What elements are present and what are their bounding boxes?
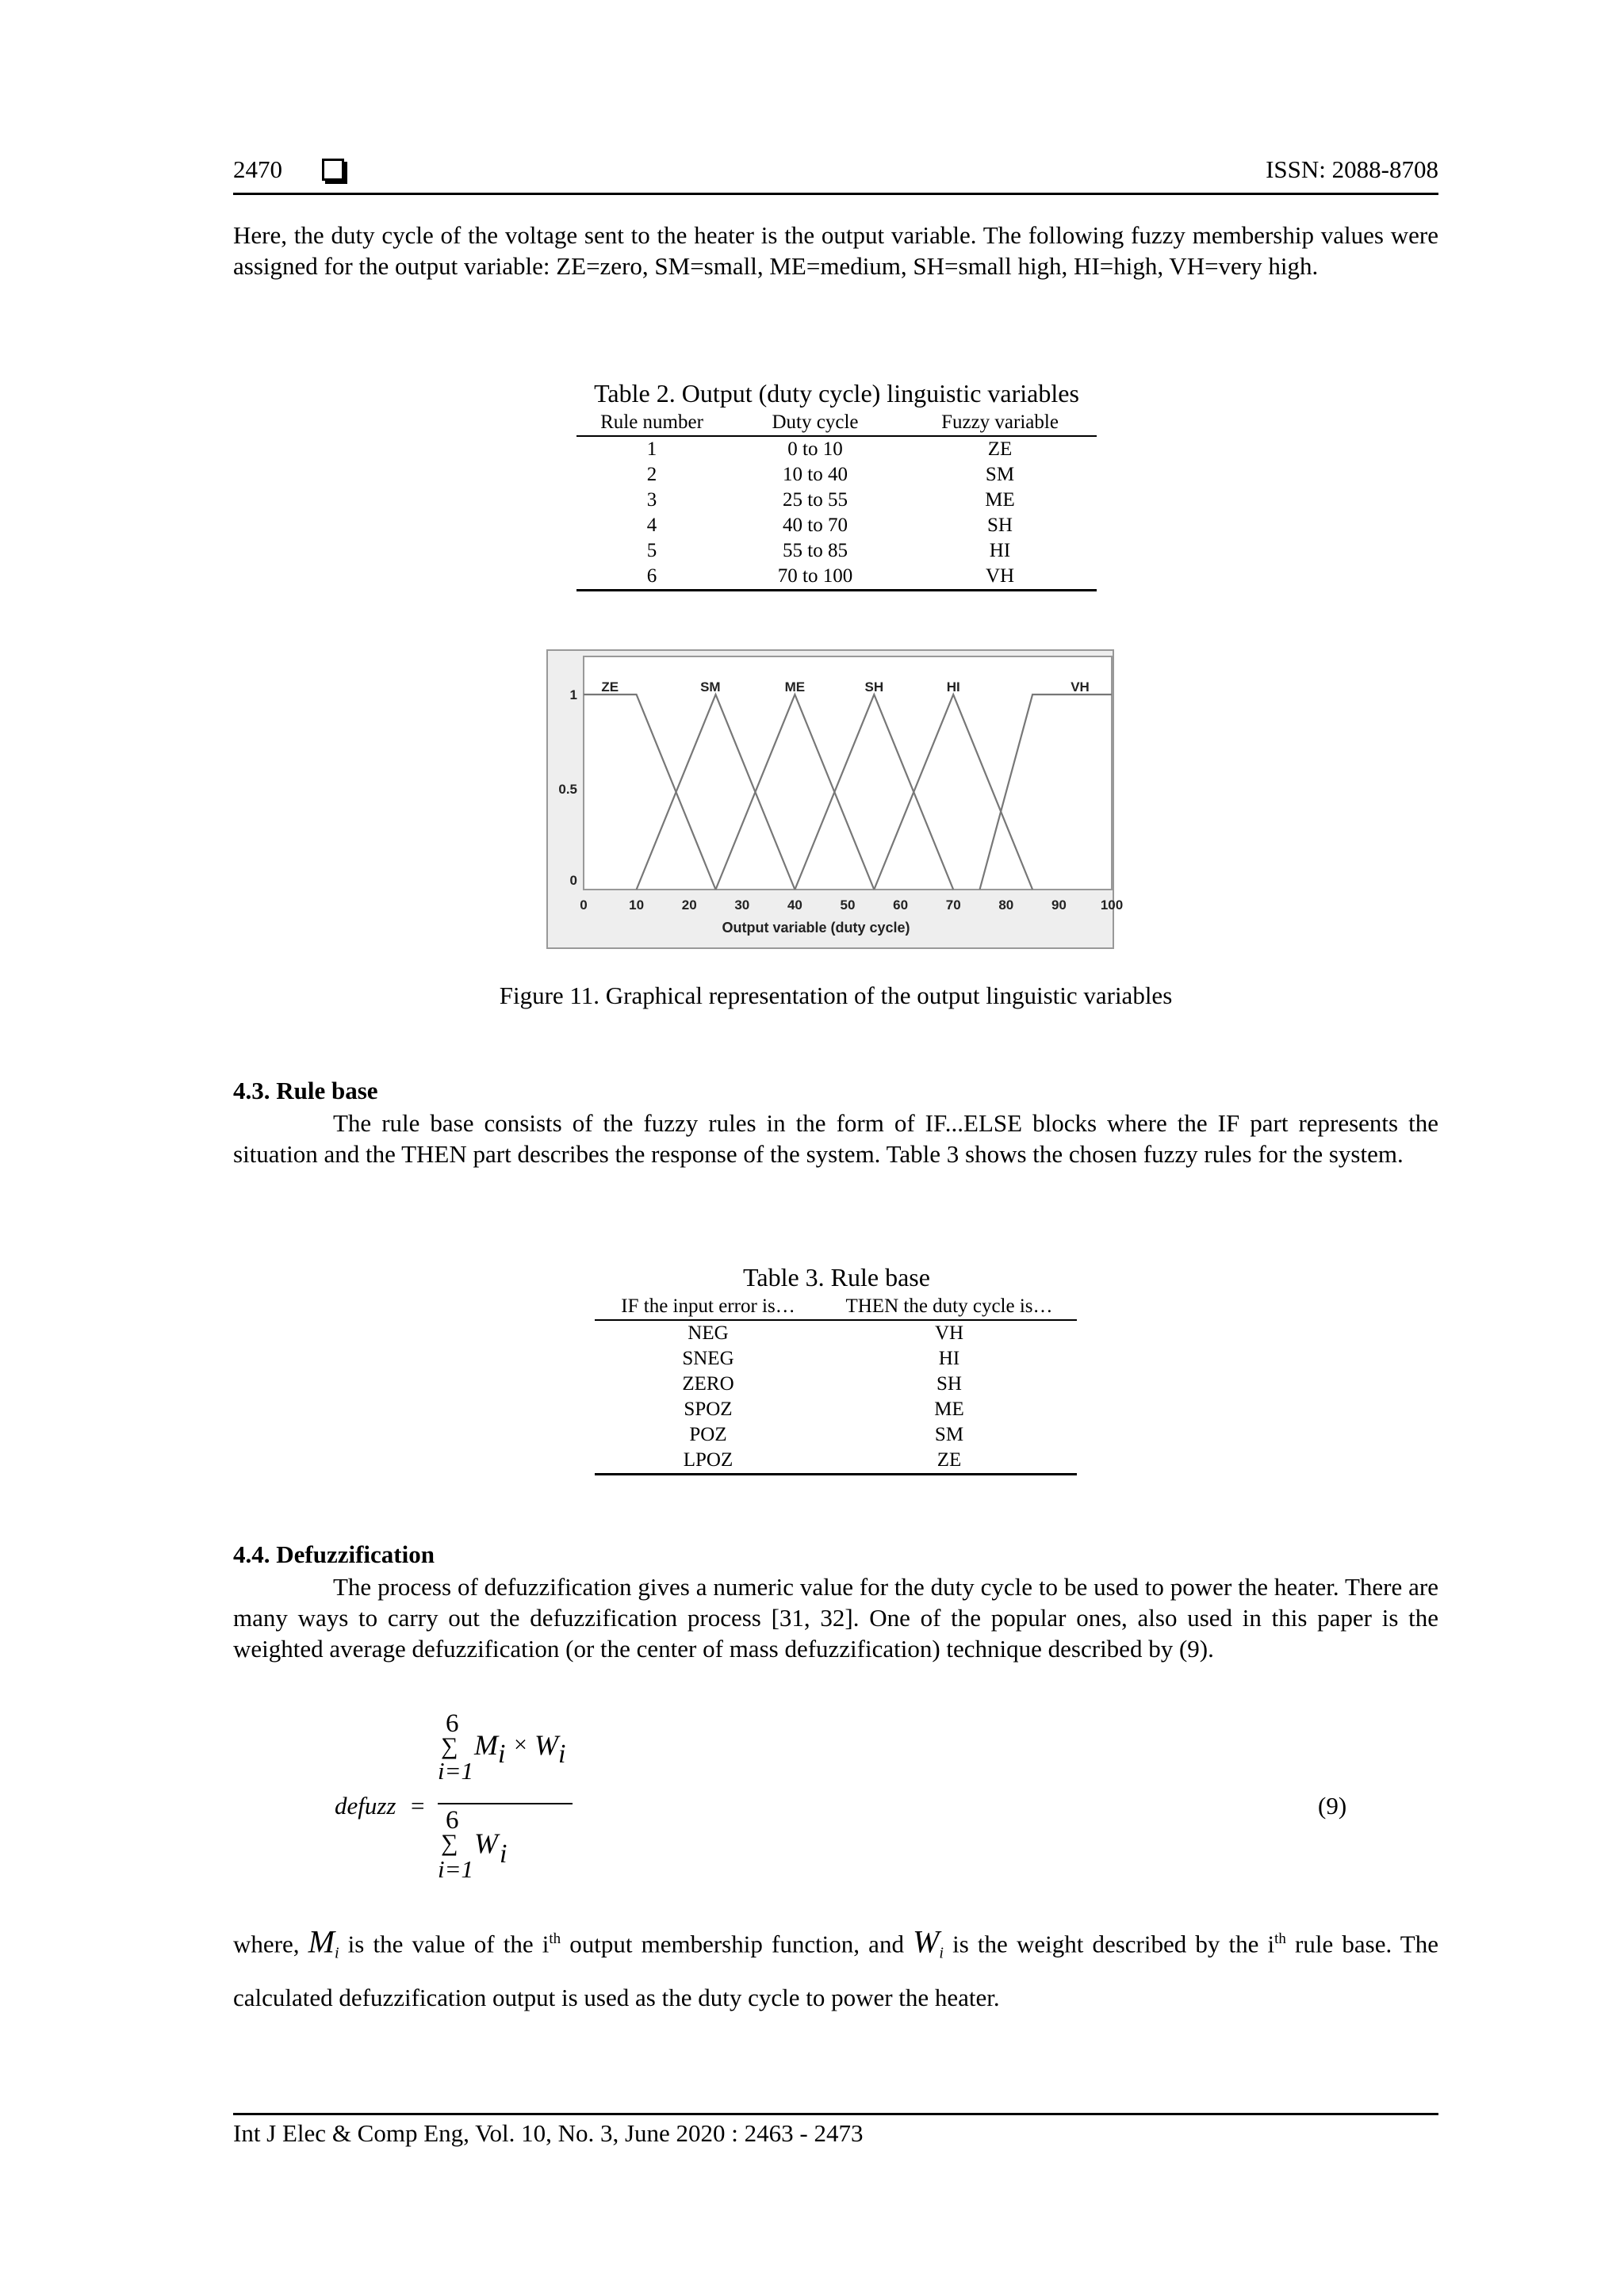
table-row: [595, 1422, 1077, 1448]
table-cell: 5: [646, 540, 657, 561]
chart-plot-area: [584, 656, 1112, 890]
symbol-m-subscript: i: [334, 1944, 339, 1962]
sigma-symbol: ∑: [441, 1733, 458, 1759]
x-axis-label: Output variable (duty cycle): [722, 920, 910, 936]
x-tick-label: 30: [734, 897, 750, 913]
series-label-ze: ZE: [601, 679, 619, 695]
series-label-sh: SH: [864, 679, 884, 695]
table-cell: SH: [936, 1373, 962, 1395]
where-text: is the value of the i: [339, 1930, 550, 1958]
table-cell: SPOZ: [684, 1399, 733, 1420]
table-cell: LPOZ: [595, 1448, 822, 1475]
series-label-sm: SM: [700, 679, 721, 695]
table3-header-cell: THEN the duty cycle is…: [822, 1294, 1077, 1320]
where-paragraph: [233, 1917, 1438, 2020]
table-row: [595, 1346, 1077, 1372]
table3: [595, 1294, 1077, 1475]
table-cell: 1: [646, 438, 657, 460]
denominator-w-subscript: i: [500, 1839, 508, 1869]
checkbox-square-icon: [322, 159, 344, 181]
table-cell: 70 to 100: [727, 564, 903, 591]
table3-header-row: [595, 1294, 1077, 1320]
table-cell: 10 to 40: [783, 464, 848, 485]
table2-header-cell: Rule number: [576, 410, 727, 436]
figure11-caption: Figure 11. Graphical representation of the output linguistic variables: [499, 982, 1173, 1009]
table2-caption: Table 2. Output (duty cycle) linguistic variables: [594, 379, 1079, 408]
table-cell: SNEG: [682, 1348, 734, 1369]
section-44-paragraph: The process of defuzzification gives a numeric value for the duty cycle to be used to power the heater. There are many ways to carry out the defuzzification process [31, 32]. One of the popular ones, also used in this paper is the weighted average defuzzification (or the center of mass defuzzification) technique described by (9).: [233, 1573, 1438, 1663]
equation-lhs: defuzz: [335, 1792, 396, 1820]
table2-header-row: [576, 410, 1097, 436]
numerator-m: M: [474, 1729, 498, 1761]
table-row: [595, 1397, 1077, 1422]
table-cell: ME: [934, 1399, 964, 1420]
where-text: output membership function, and: [561, 1930, 914, 1958]
where-text: rule base. The calculated defuzzification output is used as the duty cycle to power the heater.: [233, 1930, 1438, 2011]
page-header: [233, 155, 1438, 187]
sum-lower-limit: i=1: [438, 1757, 474, 1785]
header-rule: [233, 193, 1438, 195]
series-label-me: ME: [784, 679, 806, 695]
series-label-vh: VH: [1071, 679, 1090, 695]
table-cell: POZ: [689, 1424, 727, 1445]
section-43-heading: 4.3. Rule base: [233, 1077, 378, 1104]
y-tick-label: 0: [569, 873, 577, 888]
x-tick-label: 60: [893, 897, 909, 913]
table-cell: ZERO: [682, 1373, 734, 1395]
footer-citation: Int J Elec & Comp Eng, Vol. 10, No. 3, June 2020 : 2463 - 2473: [233, 2119, 864, 2147]
x-tick-label: 80: [998, 897, 1014, 913]
x-tick-label: 0: [580, 897, 588, 913]
table-cell: SH: [987, 515, 1013, 536]
table-row: [595, 1372, 1077, 1397]
numerator-w: W: [534, 1729, 558, 1761]
table2-grid: [576, 410, 1097, 591]
sum-upper-limit: 6: [446, 1709, 459, 1738]
where-text: where,: [233, 1930, 308, 1958]
x-tick-label: 10: [629, 897, 645, 913]
table-cell: 6: [576, 564, 727, 591]
table-cell: ZE: [987, 438, 1013, 460]
table-cell: SM: [985, 464, 1015, 485]
table-cell: 3: [646, 489, 657, 511]
superscript-th: th: [549, 1931, 561, 1947]
equation-equals: =: [411, 1792, 425, 1820]
table-cell: 40 to 70: [783, 515, 848, 536]
sigma-symbol: ∑: [441, 1830, 458, 1856]
table-row: [576, 513, 1097, 538]
table2-header-cell: Duty cycle: [727, 410, 903, 436]
table-cell: 4: [646, 515, 657, 536]
symbol-m: M: [308, 1923, 335, 1960]
x-tick-label: 20: [681, 897, 697, 913]
sum-lower-limit: i=1: [438, 1855, 474, 1883]
section-43-paragraph: The rule base consists of the fuzzy rules in the form of IF...ELSE blocks where the IF part represents the situation and the THEN part describes the response of the system. Table 3 shows the chosen fuzzy rules for the system.: [233, 1109, 1438, 1168]
equation-9: [233, 1705, 1438, 1895]
table-row: [595, 1320, 1077, 1346]
intro-paragraph: Here, the duty cycle of the voltage sent to the heater is the output variable. The following fuzzy membership values were assigned for the output variable: ZE=zero, SM=small, ME=medium, SH=small high, HI=high, VH=very high.: [233, 221, 1438, 280]
where-text: is the weight described by the i: [943, 1930, 1275, 1958]
y-tick-label: 0.5: [558, 782, 577, 797]
page-number: 2470: [233, 155, 282, 183]
table-cell: VH: [903, 564, 1097, 591]
table-cell: VH: [934, 1322, 964, 1344]
issn-label: ISSN: 2088-8708: [1266, 155, 1438, 183]
fraction-bar: [438, 1803, 573, 1804]
numerator-m-subscript: i: [498, 1739, 506, 1769]
table-cell: SM: [934, 1424, 964, 1445]
table-row: [576, 564, 1097, 591]
table-cell: 55 to 85: [783, 540, 848, 561]
table-cell: 2: [646, 464, 657, 485]
x-tick-label: 40: [787, 897, 802, 913]
table-cell: 0 to 10: [787, 438, 843, 460]
table-cell: ME: [985, 489, 1015, 511]
table-row: [576, 462, 1097, 488]
table3-caption: Table 3. Rule base: [743, 1263, 930, 1292]
superscript-th: th: [1274, 1931, 1286, 1947]
numerator-w-subscript: i: [558, 1739, 566, 1769]
membership-chart: [547, 650, 1124, 948]
table-cell: ZE: [822, 1448, 1077, 1475]
table3-header-cell: IF the input error is…: [595, 1294, 822, 1320]
table-row: [576, 488, 1097, 513]
x-tick-label: 90: [1051, 897, 1067, 913]
x-tick-label: 50: [840, 897, 856, 913]
symbol-w-subscript: i: [939, 1944, 944, 1962]
x-tick-label: 100: [1100, 897, 1124, 913]
table-cell: NEG: [688, 1322, 729, 1344]
series-label-hi: HI: [946, 679, 960, 695]
equation-number: (9): [1318, 1792, 1347, 1820]
table-cell: HI: [989, 540, 1011, 561]
table-row: [576, 538, 1097, 564]
table-cell: HI: [938, 1348, 960, 1369]
table-cell: 25 to 55: [783, 489, 848, 511]
table2: [576, 410, 1097, 591]
table2-header-cell: Fuzzy variable: [903, 410, 1097, 436]
section-44-heading: 4.4. Defuzzification: [233, 1540, 435, 1568]
denominator-w: W: [474, 1827, 498, 1859]
y-tick-label: 1: [569, 687, 577, 702]
table3-grid: [595, 1294, 1077, 1475]
footer-rule: [233, 2113, 1438, 2115]
table-row: [595, 1448, 1077, 1475]
x-tick-label: 70: [945, 897, 961, 913]
times-symbol: ×: [514, 1732, 527, 1758]
symbol-w: W: [913, 1923, 940, 1960]
sum-upper-limit: 6: [446, 1806, 459, 1835]
table-row: [576, 436, 1097, 462]
membership-chart-svg: [547, 650, 1124, 948]
